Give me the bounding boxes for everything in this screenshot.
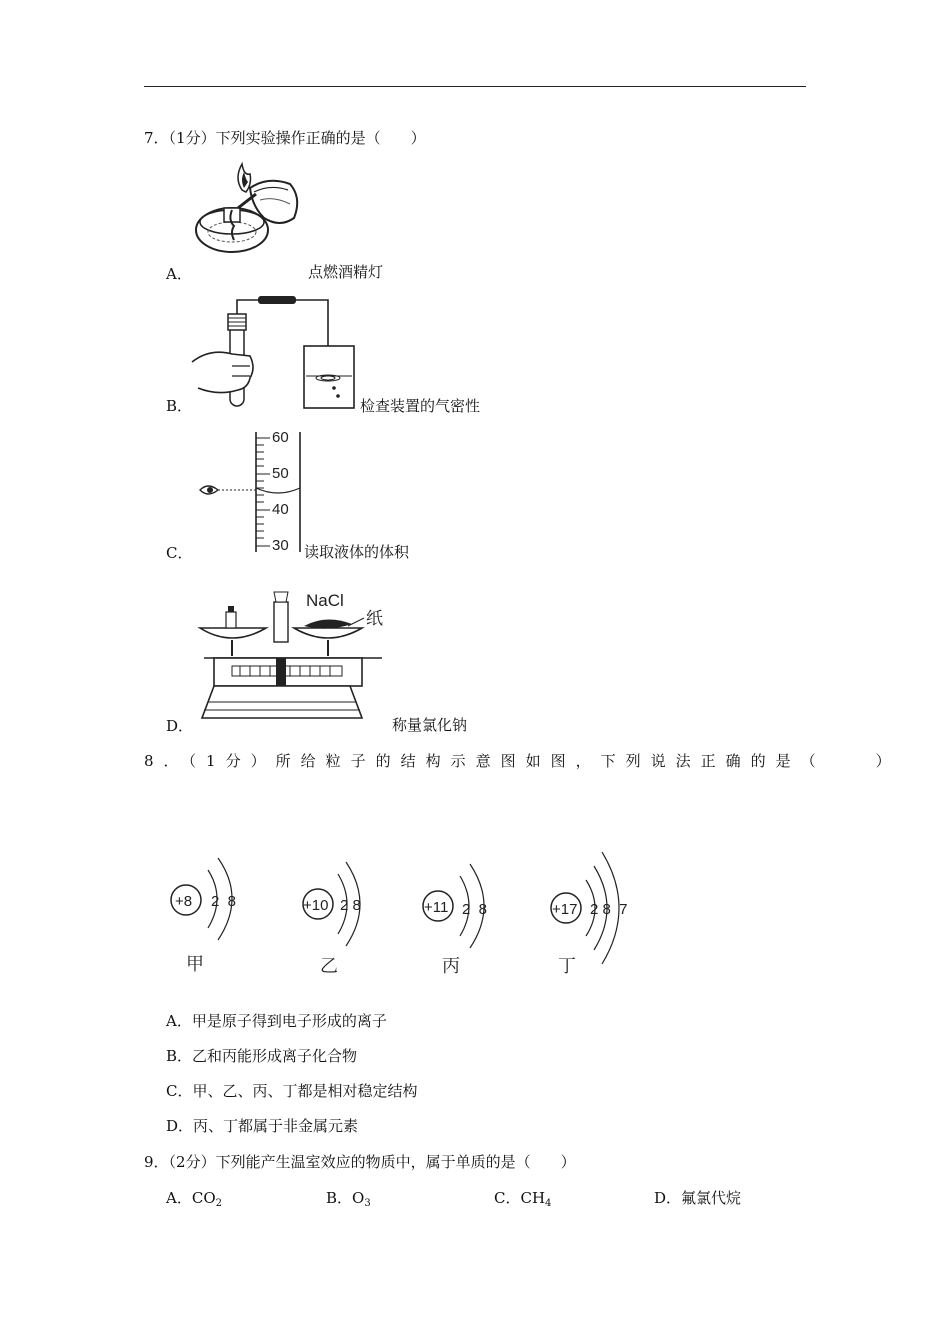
balance-label-paper: 纸 — [366, 609, 383, 628]
cylinder-tick-40: 40 — [272, 501, 289, 518]
cylinder-tick-50: 50 — [272, 465, 289, 482]
option-7b-caption: 检查装置的气密性 — [360, 397, 481, 415]
graduated-cylinder-illustration — [192, 428, 304, 560]
airtightness-check-illustration — [188, 292, 360, 416]
option-7b-letter: B． — [166, 397, 193, 415]
option-8b: B．乙和丙能形成离子化合物 — [166, 1047, 358, 1065]
particle-bing-electrons: 2 8 — [462, 901, 488, 918]
option-7d-letter: D． — [166, 717, 194, 735]
alcohol-lamp-illustration — [190, 160, 310, 260]
option-7a-letter: A． — [166, 265, 192, 283]
particle-diagrams — [160, 848, 650, 978]
question-9-stem: 9．（2分）下列能产生温室效应的物质中，属于单质的是（ ） — [144, 1153, 576, 1171]
particle-jia-nucleus: +8 — [175, 893, 193, 910]
balance-label-nacl: NaCl — [306, 591, 344, 610]
option-8d: D．丙、丁都属于非金属元素 — [166, 1117, 359, 1135]
option-7c-letter: C． — [166, 544, 193, 562]
option-7d-caption: 称量氯化钠 — [392, 716, 468, 734]
particle-ding — [551, 852, 628, 976]
header-rule — [144, 86, 806, 87]
option-9a: A．$CO_2$ — [166, 1189, 222, 1209]
cylinder-tick-60: 60 — [272, 429, 289, 446]
particle-yi-electrons: 2 8 — [340, 897, 361, 914]
particle-bing-nucleus: +11 — [424, 899, 449, 916]
particle-ding-label: 丁 — [558, 956, 576, 976]
option-8c: C．甲、乙、丙、丁都是相对稳定结构 — [166, 1082, 418, 1100]
cylinder-tick-30: 30 — [272, 537, 289, 554]
option-9c: C．$CH_4$ — [494, 1189, 552, 1209]
question-8-stem: 8．（1分）所给粒子的结构示意图如图，下列说法正确的是（ ） — [144, 752, 901, 770]
option-8a: A．甲是原子得到电子形成的离子 — [166, 1012, 387, 1030]
particle-bing — [423, 864, 487, 976]
particle-bing-label: 丙 — [442, 956, 460, 976]
particle-jia — [171, 858, 236, 974]
particle-jia-electrons: 2 8 — [211, 893, 237, 910]
particle-yi-label: 乙 — [320, 956, 338, 976]
particle-yi — [303, 862, 361, 976]
particle-ding-electrons: 2 8 7 — [590, 901, 628, 918]
balance-illustration — [196, 586, 392, 730]
question-7-stem: 7．（1分）下列实验操作正确的是（ ） — [144, 129, 426, 147]
option-9d: D．氟氯代烷 — [654, 1189, 742, 1207]
option-9b: B．$O_3$ — [326, 1189, 371, 1209]
particle-ding-nucleus: +17 — [552, 901, 578, 918]
option-7a-caption: 点燃酒精灯 — [308, 263, 384, 281]
option-7c-caption: 读取液体的体积 — [304, 543, 410, 561]
particle-yi-nucleus: +10 — [303, 897, 329, 914]
particle-jia-label: 甲 — [186, 954, 204, 974]
